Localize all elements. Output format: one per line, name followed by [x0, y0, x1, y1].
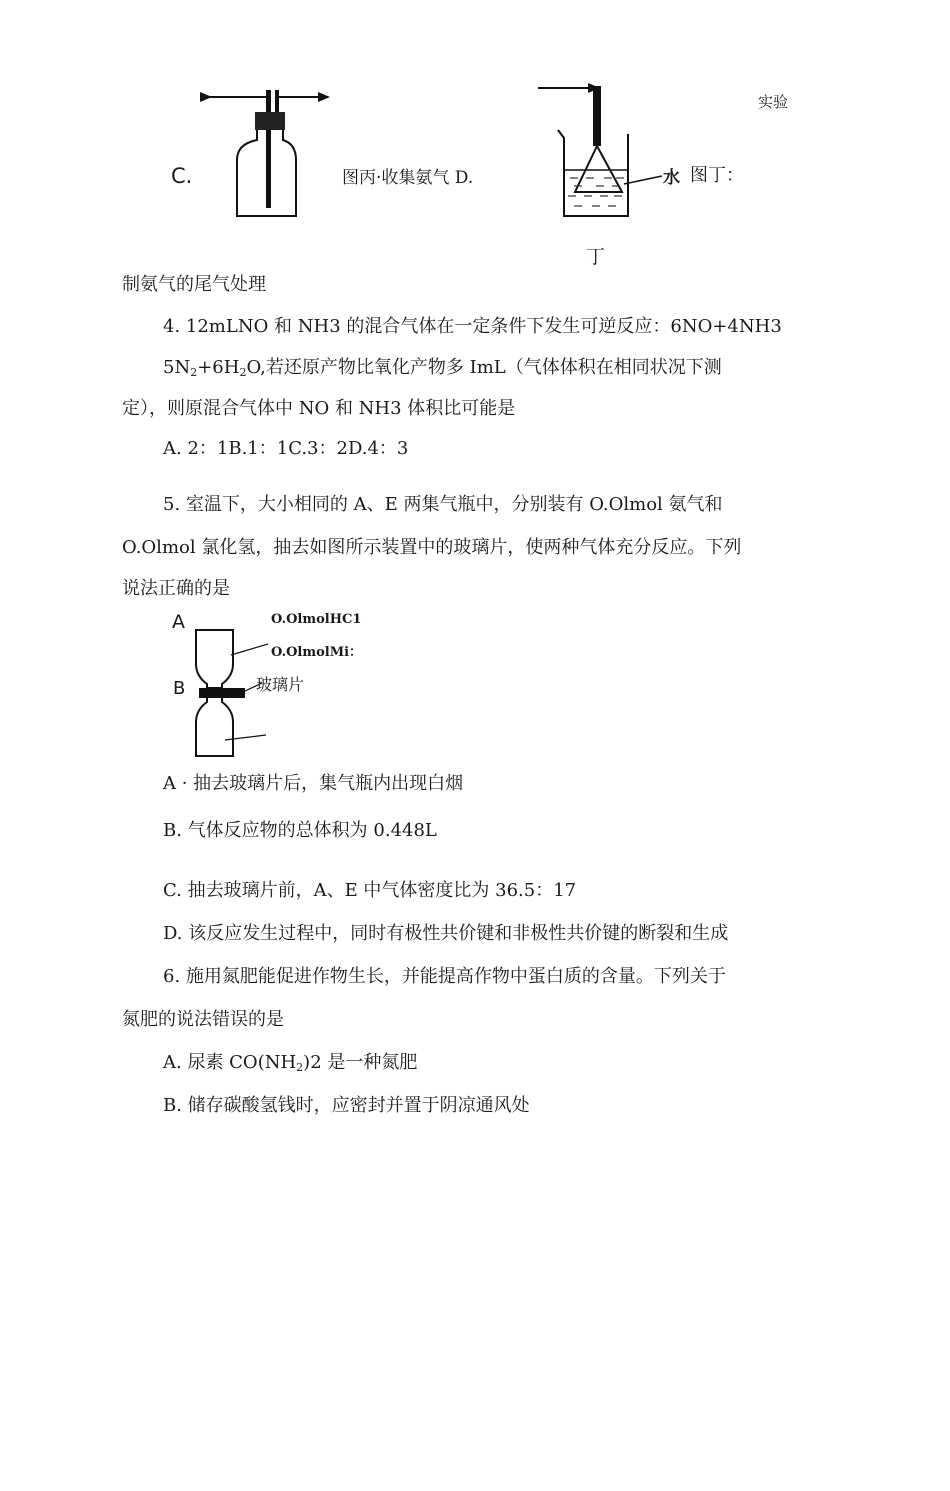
figure-caption-c-d: 图丙·收集氨气 D. — [342, 168, 474, 188]
figure-d-label: 丁 — [586, 246, 606, 268]
figure-caption-d-tail: 图丁： — [690, 165, 744, 186]
q6-line-1: 6. 施用氮肥能促进作物生长，并能提高作物中蛋白质的含量。下列关于 — [163, 966, 726, 987]
q5-option-c: C. 抽去玻璃片前，A、E 中气体密度比为 36.5：17 — [163, 880, 577, 901]
q6-option-a: A. 尿素 $CO(NH_2)2$ 是一种氮肥 — [163, 1052, 418, 1074]
q5-option-a: A · 抽去玻璃片后，集气瓶内出现白烟 — [163, 773, 464, 794]
q5-figure-glass-label: 玻璃片 — [256, 675, 305, 694]
q5-figure-nh3-label: O.OlmolMi： — [271, 645, 363, 660]
q6-option-b: B. 储存碳酸氢钱时，应密封并置于阴凉通风处 — [163, 1095, 530, 1116]
option-c-label: C. — [171, 164, 193, 188]
q4-options: A. 2：1B.1：1C.3：2D.4：3 — [163, 438, 409, 459]
q5-figure-label-b: B — [173, 678, 186, 699]
q4-line-3: 定），则原混合气体中 NO 和 NH3 体积比可能是 — [122, 398, 516, 419]
q5-line-2: O.Olmol 氯化氢，抽去如图所示装置中的玻璃片，使两种气体充分反应。下列 — [122, 537, 742, 558]
q5-line-3: 说法正确的是 — [122, 578, 230, 599]
q6-line-2: 氮肥的说法错误的是 — [122, 1009, 284, 1030]
previous-question-tail: 制氨气的尾气处理 — [122, 274, 266, 295]
q5-option-d: D. 该反应发生过程中，同时有极性共价键和非极性共价键的断裂和生成 — [163, 923, 729, 944]
q5-figure-hcl-label: O.OlmolHC1 — [271, 612, 362, 627]
q4-line-2: $5N_2+6H_2O$,若还原产物比氧化产物多 ImL（气体体积在相同状况下测 — [163, 357, 722, 379]
q5-line-1: 5. 室温下，大小相同的 A、E 两集气瓶中，分别装有 O.Olmol 氨气和 — [163, 494, 723, 515]
water-label: 水 — [663, 168, 680, 188]
q4-line-1: 4. 12mLNO 和 NH3 的混合气体在一定条件下发生可逆反应：6NO+4NH3 — [163, 316, 782, 337]
corner-text: 实验 — [758, 93, 789, 111]
q5-figure-label-a: A — [172, 611, 185, 633]
q5-option-b: B. 气体反应物的总体积为 0.448L — [163, 820, 437, 841]
